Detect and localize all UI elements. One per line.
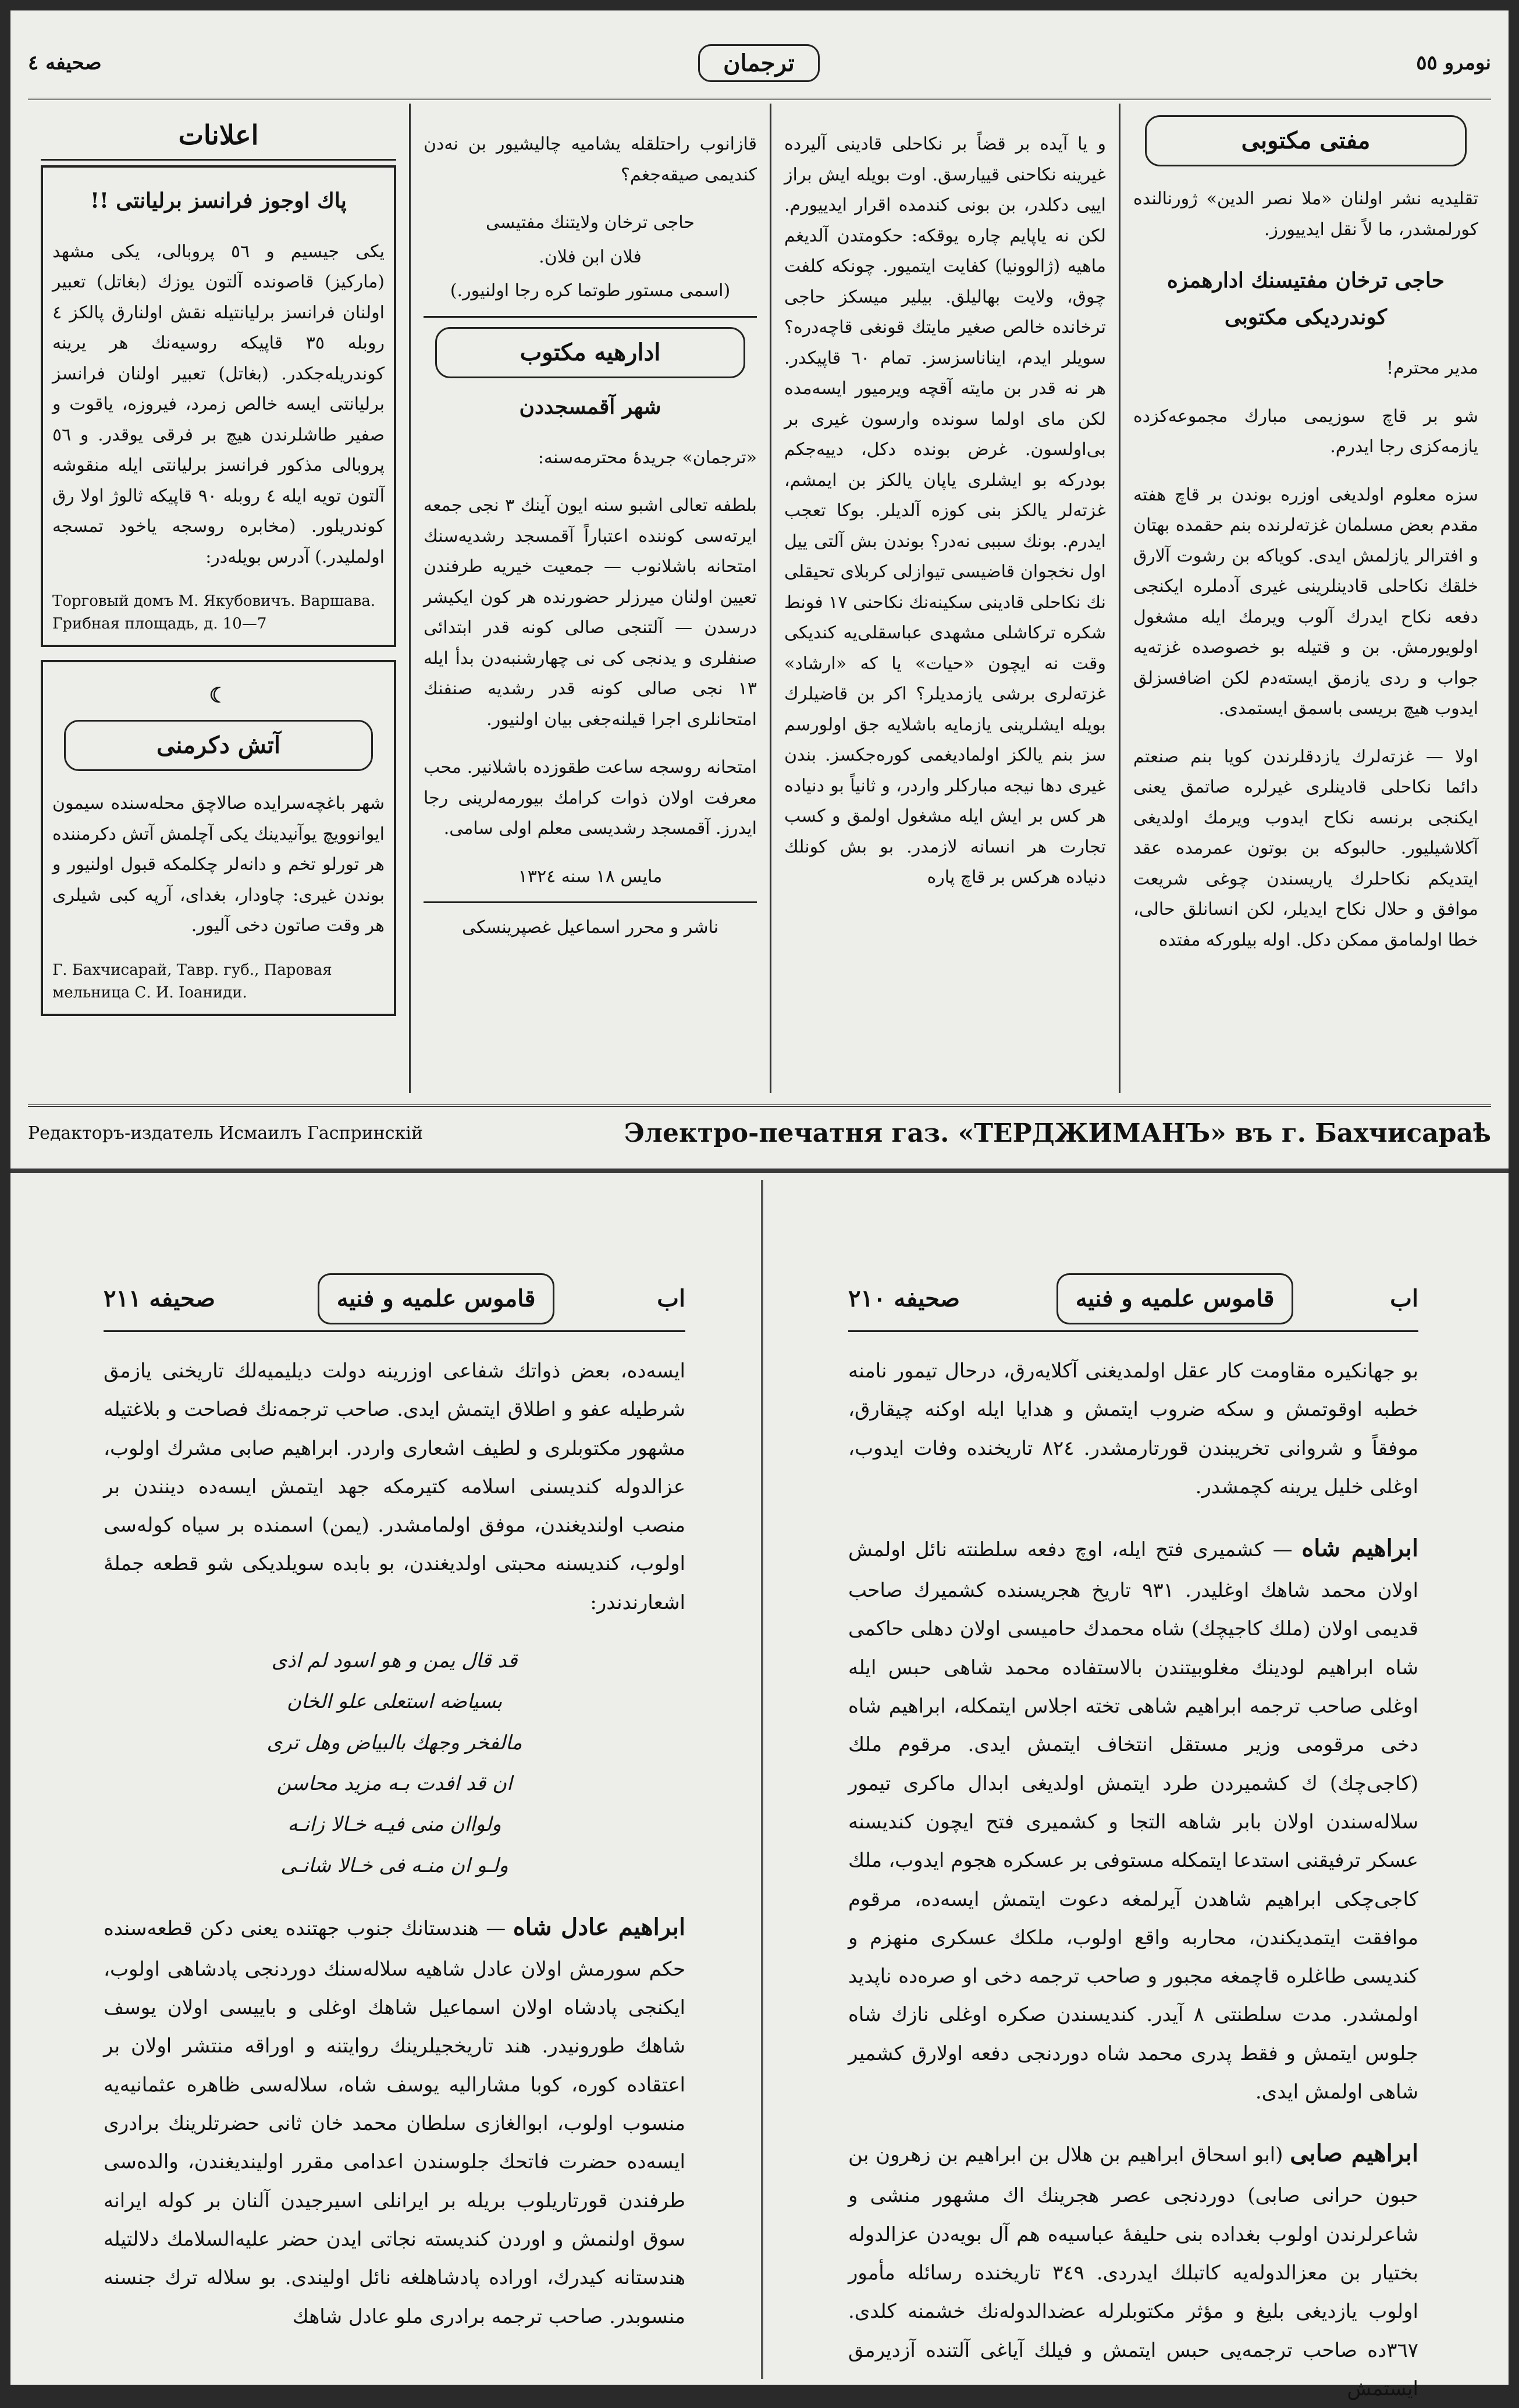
- paragraph: تقلیدیه نشر اولنان «ملا نصر الدین» ژورنالنده کورلمشدر، ما لاً نقل ایدییورز.: [1133, 189, 1478, 240]
- verse-line: بسیاضه استعلی علو الخان: [286, 1690, 503, 1714]
- newspaper-sheet: [10, 10, 1509, 2400]
- entry-heading: ابراهیم شاه: [1301, 1535, 1418, 1562]
- paragraph: و یا آیده بر قضاً بر نکاحلی قادینی آلیرده غیرینه نکاحنی قییارسق. اوت بویله ایش براز اییی دکلدر، بن بونی کندمده اقرار ایدییورم. لکن نه یاپایم چاره یوقکه: حکومتدن آلدیغم ماهیه (ژالوونیا) کفایت ایتمیور. چونکه کلفت چوق، ولایت بهالیلق. بیلیر میسکز حاجی ترخانده خالص صغیر مایتك قونغی قاچه‌دره؟ سویلر ایدم، ایناناسزسز. تمام ٦٠ قاپیکدر. هر نه قدر بن مایته آقچه ویرمیور ایسه‌مده لکن مای اولما سونده وارسون غیری بر بی‌اولسون. غرض بونده دکل، دییه‌جکم بودرکه بو ایشلری یاپان یالکز بن ایمشم، غزته‌لر یالکز بنی کوزه آلدیلر. بوکا تعجب ایدرم. بونك سببی نه‌در؟ بوندن بش آلتی ییل اول نخجوان قاضیسی تیوازلی کربلای تحیقلی نك نکاحلی قادینی سکینه‌نك نکاحنی ١٧ فونط شکره ترکاشلی مشهدی عباسقلی‌یه کندیکی وقت نه ایچون «حیات» یا که «ارشاد» غزته‌لری برشی یازمدیلر؟ اکر بن قاضیلرك بویله ایشلرینی یازمایه باشلایه جق اولورسم سز بنم یالکز اولمادیغمی کوره‌جکسز. بندن غیری دها نیجه مبارکلر واردر، و ثانیاً بو دنیاده هر کس بر ایش ایله مشغول اولمق و کسب تجارت هر انسانه لازمدر. بو بش کونلك دنیاده هرکس بر قاچ پاره: [784, 134, 1106, 887]
- dictionary-page-right: [825, 1273, 1442, 2400]
- page-number: صحیفه ٢١١: [104, 1285, 215, 1312]
- ad-address: Г. Бахчисарай, Тавр. губ., Паровая мельница С. И. Іоаниди.: [52, 961, 332, 1001]
- verse-line: ولـو ان منـه فی خـالا شانـی: [280, 1853, 508, 1877]
- entry-body: — کشمیری فتح ایله، اوچ دفعه سلطنته نائل اولمش اولان محمد شاهك اوغلیدر. ٩٣١ تاریخ هجریسنده کشمیرك صاحب قدیمی اولان (ملك کاجیچك) شاه محمدك حامیسی اولان دهلی حاکمی شاه ابراهیم لودینك مغلوبیتندن بالاستفاده محمد شاهی حبس ایله اوغلی صاحب ترجمه ابراهیم شاهی تخته اجلاس ایتمکله، ابراهیم شاه دخی مرقومی وزیر مستقل انتخاف ایتمش ایدی. مرقوم ملك (کاجی‌چك) ك کشمیردن طرد ایتمش اولدیغی ابدال ماکری تیمور سلاله‌سندن اولان بابر شاهه التجا و کشمیری فتح ایچون کندیسنه عسکر ترفیقنی استدعا ایتمکله مستوفی بر عسکره هجوم ایدوب، ملك کاجی‌چکی ابراهیم شاهدن آیرلمغه دعوت ایتمش ایسه‌ده، مرقوم موافقت ایتمدیکندن، محاربه واقع اولوب، ملکك عسکری منهزم و کندیسی طاغلره قاچمغه مجبور و صاحب ترجمه دخی او صره‌ده ناپدید اولمشدر. مدت سلطنتی ٨ آیدر. کندیسندن صکره اوغلی نازك شاه جلوس ایتمش و فقط پدری محمد شاه دوردنجی دفعه اولارق کشمیر شاهی اولمش ایدی.: [848, 1538, 1418, 2104]
- page-header: [104, 1273, 685, 1332]
- entry-heading: ابراهیم صابی: [1290, 2140, 1418, 2168]
- editor-note: (اسمی مستور طوتما کره رجا اولنیور.): [450, 280, 731, 301]
- letter-date: مایس ١٨ سنه ١٣٢٤: [518, 866, 663, 887]
- column-heading: ادارهیه مکتوب: [435, 327, 745, 378]
- ad-heading: پاك اوجوز فرانسز برلیانتی !!: [90, 188, 347, 213]
- page-title: قاموس علمیه و فنیه: [318, 1273, 555, 1324]
- paragraph: امتحانه روسجه ساعت طقوزده باشلانیر. محب معرفت اولان ذوات کرامك بیورمه‌لرینی رجا ایدرز. آقمسجد رشدیسی معلم اولی سامی.: [424, 757, 757, 839]
- publisher-line: ناشر و محرر اسماعیل غصپرینسکی: [462, 917, 718, 937]
- paragraph: سزه معلوم اولدیغی اوزره بوندن بر قاچ هفته مقدم بعض مسلمان غزته‌لرنده بنم حقمده بهتان و افترالر یازلمش ایدی. کویاکه بن رشوت آلارق خلقك نکاحلی قادینلرینی غیری آدملره ایکنجی دفعه نکاح ایدرك آلوب ویرمك ایله مشغول اولویورمش. بن و قتیله بو خصوصده غزته‌یه جواب و ردی یازمق ایسته‌دم لکن اضافسزلق ایدوب هیچ بریسی باسمق ایستمدی.: [1133, 484, 1478, 719]
- verse-line: ولواان منی فیـه خـالا زانـه: [287, 1813, 501, 1837]
- lead-line: «ترجمان» جریدهٔ محترمه‌سنه:: [538, 447, 757, 468]
- column-continued: [770, 104, 1119, 1093]
- ad-body: شهر باغچه‌سرایده صالاچق محله‌سنده سیمون ایوانوویچ یوآنیدینك یکی آچلمش آتش دکرمننده هر تورلو تخم و دانه‌لر چکلمکه قبول اولنیور و بوندن غیری: چاودار، بغدای، آرپه کبی شیلری هر وقت صاتون دخی آلیور.: [52, 793, 385, 936]
- column-mufti-letter: [1119, 104, 1491, 1093]
- newspaper-footer: [28, 1104, 1491, 1159]
- paragraph: بلطفه تعالی اشبو سنه ایون آینك ٣ نجی جمعه ایرته‌سی کوننده اعتباراً آقمسجد رشدیه‌سنك امتحانه باشلانوب — جمعیت خیریه طرفندن تعیین اولنان میرزلر حضورنده هر کون ایکیشر درسدن — آلتنجی صالی کونه قدر ابتدائی صنفلری و یدنجی کی نی چهارشنبه‌دن بدأ ایله ١٣ نجی صالی کونه قدر رشدیه صنفنك امتحانلری اجرا قیلنه‌جغی بیان اولنیور.: [424, 495, 757, 730]
- column-subheading: شهر آقمسجددن: [519, 394, 661, 419]
- book-gutter: [761, 1180, 763, 2379]
- verse-line: مالفخر وجهك بالبیاض وهل تری: [266, 1731, 522, 1754]
- issue-number: نومرو ٥٥: [1416, 51, 1491, 74]
- paragraph: شو بر قاچ سوزیمی مبارك مجموعه‌كزده یازمه‌كزی رجا ایدرم.: [1133, 406, 1478, 457]
- entry-heading: ابراهیم عادل شاه: [513, 1913, 686, 1941]
- divider: [424, 316, 757, 318]
- dictionary-page-left: [80, 1273, 709, 2361]
- column-heading: مفتی مکتوبی: [1145, 115, 1467, 166]
- paragraph: اولا — غزته‌لرك یازدقلرندن کویا بنم صنعتم دائما نکاحلی قادینلری غیرلره صاتمق یعنی ایکنجی برنسه نکاح ایدوب ویرمك اولدیغی آکلاشیلیور. حالبوکه بن بوتون عمرمده عقد ایتدیکم نکاحلرك یاریسندن چوغی شریعت موافق و حلال نکاح ایدیلر، لکن انسانلق حالی، خطا اولمامق ممکن دکل. اوله بیلورکه مفتده: [1133, 746, 1478, 950]
- page-letter: اب: [1390, 1285, 1418, 1312]
- column-subheading: حاجی ترخان مفتیسنك ادارهمزه كوندرديكى مكتوبى: [1166, 268, 1445, 329]
- newspaper-page: [28, 28, 1491, 1163]
- newspaper-columns: [28, 104, 1491, 1093]
- paragraph: بو جهانکیره مقاومت کار عقل اولمدیغنی آکلایه‌رق، درحال تیمور نامنه خطبه اوقوتمش و سکه ضروب ایتمش و هدایا ایله اوکنه چیقارق، موفقاً و شروانی تخریبندن قورتارمشدر. ٨٢٤ تاریخنده وفات ایدوب، اوغلی خلیل یرینه کچمشدر.: [848, 1359, 1418, 1498]
- newspaper-title: ترجمان: [698, 44, 820, 82]
- ad-diamond: [41, 165, 396, 648]
- entry-body: — هندستانك جنوب جهتنده یعنی دکن قطعه‌سنده حکم سورمش اولان عادل شاهیه سلاله‌سنك دوردنجی پادشاهی اولوب، ایکنجی پادشاه اولان اسماعیل شاهك اوغلی و باییسی اولان یوسف شاهك طورونیدر. هند تاریخجیلرینك روایتنه و اوراقه منتشر اولان بر اعتقاده کوره، کوبا مشارالیه یوسف شاه، سلاله‌سی ظاهره عثمانیه‌یه منسوب اولوب، ابوالغازی سلطان محمد خان ثانی حضرتلرینك برادری ایسه‌ده حضرت فاتحك جلوسندن اعدامی مقرر اولیندیغندن، والده‌سی طرفندن قورتاریلوب بریله بر ایرانلی اسیرجیدن آلنان بر کوله ایرانه سوق اولنمش و اوردن کندیسته نجاتی ایدن حضر علیه‌السلامك دلالتیله هندستانه کیدرك، اوراده پادشاهلغه نائل اولیندی. بو سلاله ترك جنسنه منسوبدر. صاحب ترجمه برادری ملو عادل شاهك: [104, 1916, 685, 2328]
- paragraph: ایسه‌ده، بعض ذواتك شفاعی اوزرینه دولت دیلیمیه‌لك تاریخنی یازمق شرطیله عفو و اطلاق ایتمش ایدی. صاحب ترجمه‌نك فصاحت و بلاغتیله مشهور مکتوبلری و لطیف اشعاری واردر. ابراهیم صابی مشرك اولوب، عزالدوله کندیسنی اسلامه کتیرمکه جهد ایتمش ایسه‌ده دینندن بر منصب اولندیغندن، موفق اولمامشدر. (یمن) اسمنده بر سیاه کوله‌سی اولوب، کندیسنه محبتی اولدیغندن، بو بابده سویلدیکی شو قطعه جملهٔ اشعارندندر:: [104, 1359, 685, 1614]
- greeting: مدیر محترم!: [1386, 358, 1478, 378]
- verse-line: قد قال یمن و هو اسود لم اذی: [271, 1649, 518, 1673]
- page-letter: اب: [657, 1285, 685, 1312]
- signature-name: فلان ابن فلان.: [539, 246, 642, 267]
- ad-heading: آتش دکرمنی: [64, 720, 373, 771]
- signature-title: حاجی ترخان ولایتنك مفتیسی: [486, 212, 695, 233]
- column-advertisements: [28, 104, 409, 1093]
- ads-heading: اعلانات: [41, 112, 396, 161]
- masthead: [28, 28, 1491, 100]
- ad-mill: [41, 660, 396, 1016]
- page-title: قاموس علمیه و فنیه: [1056, 1273, 1294, 1324]
- page-number: صحیفه ٤: [28, 51, 102, 74]
- page-number: صحیفه ٢١٠: [848, 1285, 960, 1312]
- column-letters: [409, 104, 770, 1093]
- verse-line: ان قد افدت بـه مزید محاسن: [276, 1771, 513, 1795]
- press-line: Электро-печатня газ. «ТЕРДЖИМАНЪ» въ г. Бахчисараѣ: [624, 1118, 1491, 1148]
- entry-body: (ابو اسحاق ابراهیم بن هلال بن ابراهیم بن زهرون بن حبون حرانی صابی) دوردنجی عصر هجرینك اك مشهور منشی و شاعرلرندن اولوب بغداده بنی حلیفهٔ عباسیه‌ه هم آل بویه‌دن عزالدوله بختیار بن معزالدوله‌یه کاتبلك ایدردی. ٣٤٩ تاریخنده رسائله مأمور اولوب یازدیغی بلیغ و مؤثر مکتوبلرله عضدالدوله‌نك خشمنه کلدی. ٣٦٧ده صاحب ترجمه‌یی حبس ایتمش و فیلك آیاغی آلتنده آزدیرمق ایستمش: [848, 2143, 1418, 2400]
- page-divider: [10, 1169, 1509, 1173]
- ad-body: یکی جیسیم و ٥٦ پروبالی، یکی مشهد (مارکیز) قاصونده آلتون یوزك (بغاتل) تعبیر اولنان فرانسز برلیانتیله نقش اولنارق پالکز ٤ روبله ٣٥ قاپیکه روسیه‌نك هر یرینه کوندریله‌جکدر. (بغاتل) تعبیر اولنان فرانسز برلیانتی ایسه خالص زمرد، فیروزه، یاقوت و صفیر طاشلرندن هیچ بر فرقی یوقدر. و ٥٦ پروبالی مذکور فرانسز برلیانتی ایله منقوشه آلتون تویه ایله ٤ روبله ٩٠ قاپیکه ثالوژ اولا رق کوندریلور. (مخابره روسجه یاخود تمسجه اولملیدر.) آدرس بویله‌در:: [52, 241, 385, 567]
- divider: [424, 901, 757, 903]
- editor-line: Редакторъ-издатель Исмаилъ Гаспринскій: [28, 1123, 423, 1143]
- page-header: [848, 1273, 1418, 1332]
- paragraph: قازانوب راحتلقله یشامیه چالیشیور بن نه‌دن کندیمی صیقه‌جغم؟: [424, 134, 757, 185]
- crescent-icon: ☾: [209, 683, 228, 708]
- ad-address: Торговый домъ М. Якубовичъ. Варшава. Грибная площадь, д. 10—7: [52, 592, 376, 633]
